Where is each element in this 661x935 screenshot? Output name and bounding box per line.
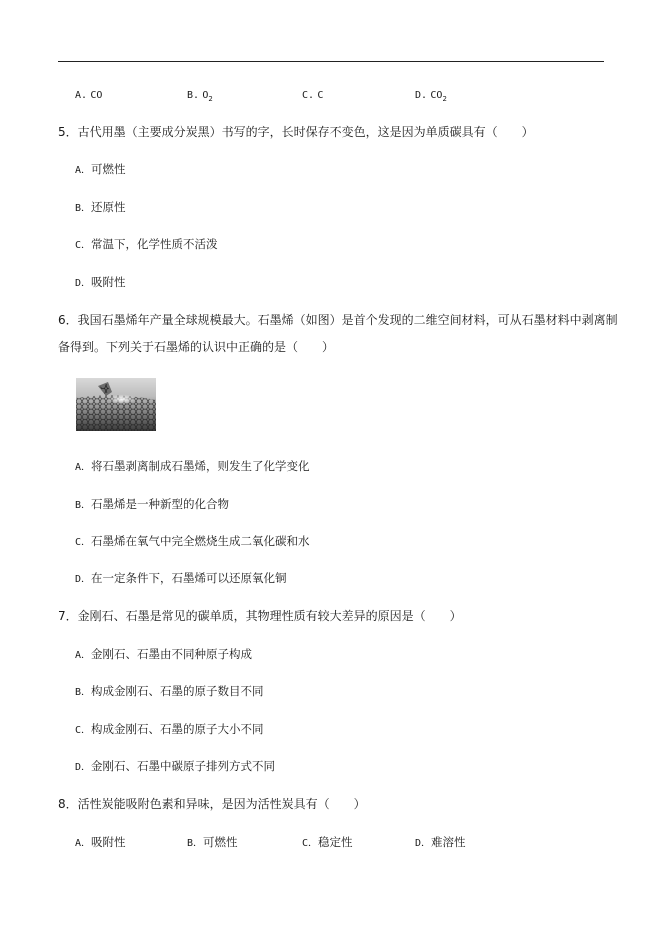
q4-option-c: C. C <box>302 90 324 101</box>
q5-option-b: B．还原性 <box>75 200 126 214</box>
q7-option-c: C．构成金刚石、石墨的原子大小不同 <box>75 722 264 736</box>
q6-option-c: C．石墨烯在氧气中完全燃烧生成二氧化碳和水 <box>75 534 310 548</box>
q4-option-b: B. $O_2$ <box>187 90 213 103</box>
q6-stem-line1: 6．我国石墨烯年产量全球规模最大。石墨烯（如图）是首个发现的二维空间材料，可从石墨材料中剥离制 <box>58 313 618 327</box>
q5-option-d: D．吸附性 <box>75 275 126 289</box>
q6-stem-line2: 备得到。下列关于石墨烯的认识中正确的是（ ） <box>58 340 335 354</box>
q6-option-d: D．在一定条件下，石墨烯可以还原氧化铜 <box>75 571 287 585</box>
q8-options-row <box>0 832 661 852</box>
q6-option-b: B．石墨烯是一种新型的化合物 <box>75 497 230 511</box>
q7-option-d: D．金刚石、石墨中碳原子排列方式不同 <box>75 759 276 773</box>
q4-options-row <box>0 85 661 105</box>
graphene-image <box>76 378 156 431</box>
q4-option-d: D. $CO_2$ <box>415 90 447 103</box>
q8-option-d: D．难溶性 <box>415 835 466 849</box>
q8-option-b: B．可燃性 <box>187 835 238 849</box>
q6-option-a: A．将石墨剥离制成石墨烯，则发生了化学变化 <box>75 459 310 473</box>
q8-option-c: C．稳定性 <box>302 835 353 849</box>
q5-option-a: A．可燃性 <box>75 162 126 176</box>
q7-stem: 7．金刚石、石墨是常见的碳单质，其物理性质有较大差异的原因是（ ） <box>58 609 462 623</box>
q7-option-a: A．金刚石、石墨由不同种原子构成 <box>75 647 253 661</box>
q8-option-a: A．吸附性 <box>75 835 126 849</box>
q7-option-b: B．构成金刚石、石墨的原子数目不同 <box>75 684 264 698</box>
q5-option-c: C．常温下，化学性质不活泼 <box>75 237 218 251</box>
q5-stem: 5．古代用墨（主要成分炭黑）书写的字，长时保存不变色，这是因为单质碳具有（ ） <box>58 125 534 139</box>
q8-stem: 8．活性炭能吸附色素和异味，是因为活性炭具有（ ） <box>58 797 366 811</box>
header-rule <box>58 61 604 62</box>
q4-option-a: A. CO <box>75 90 103 101</box>
